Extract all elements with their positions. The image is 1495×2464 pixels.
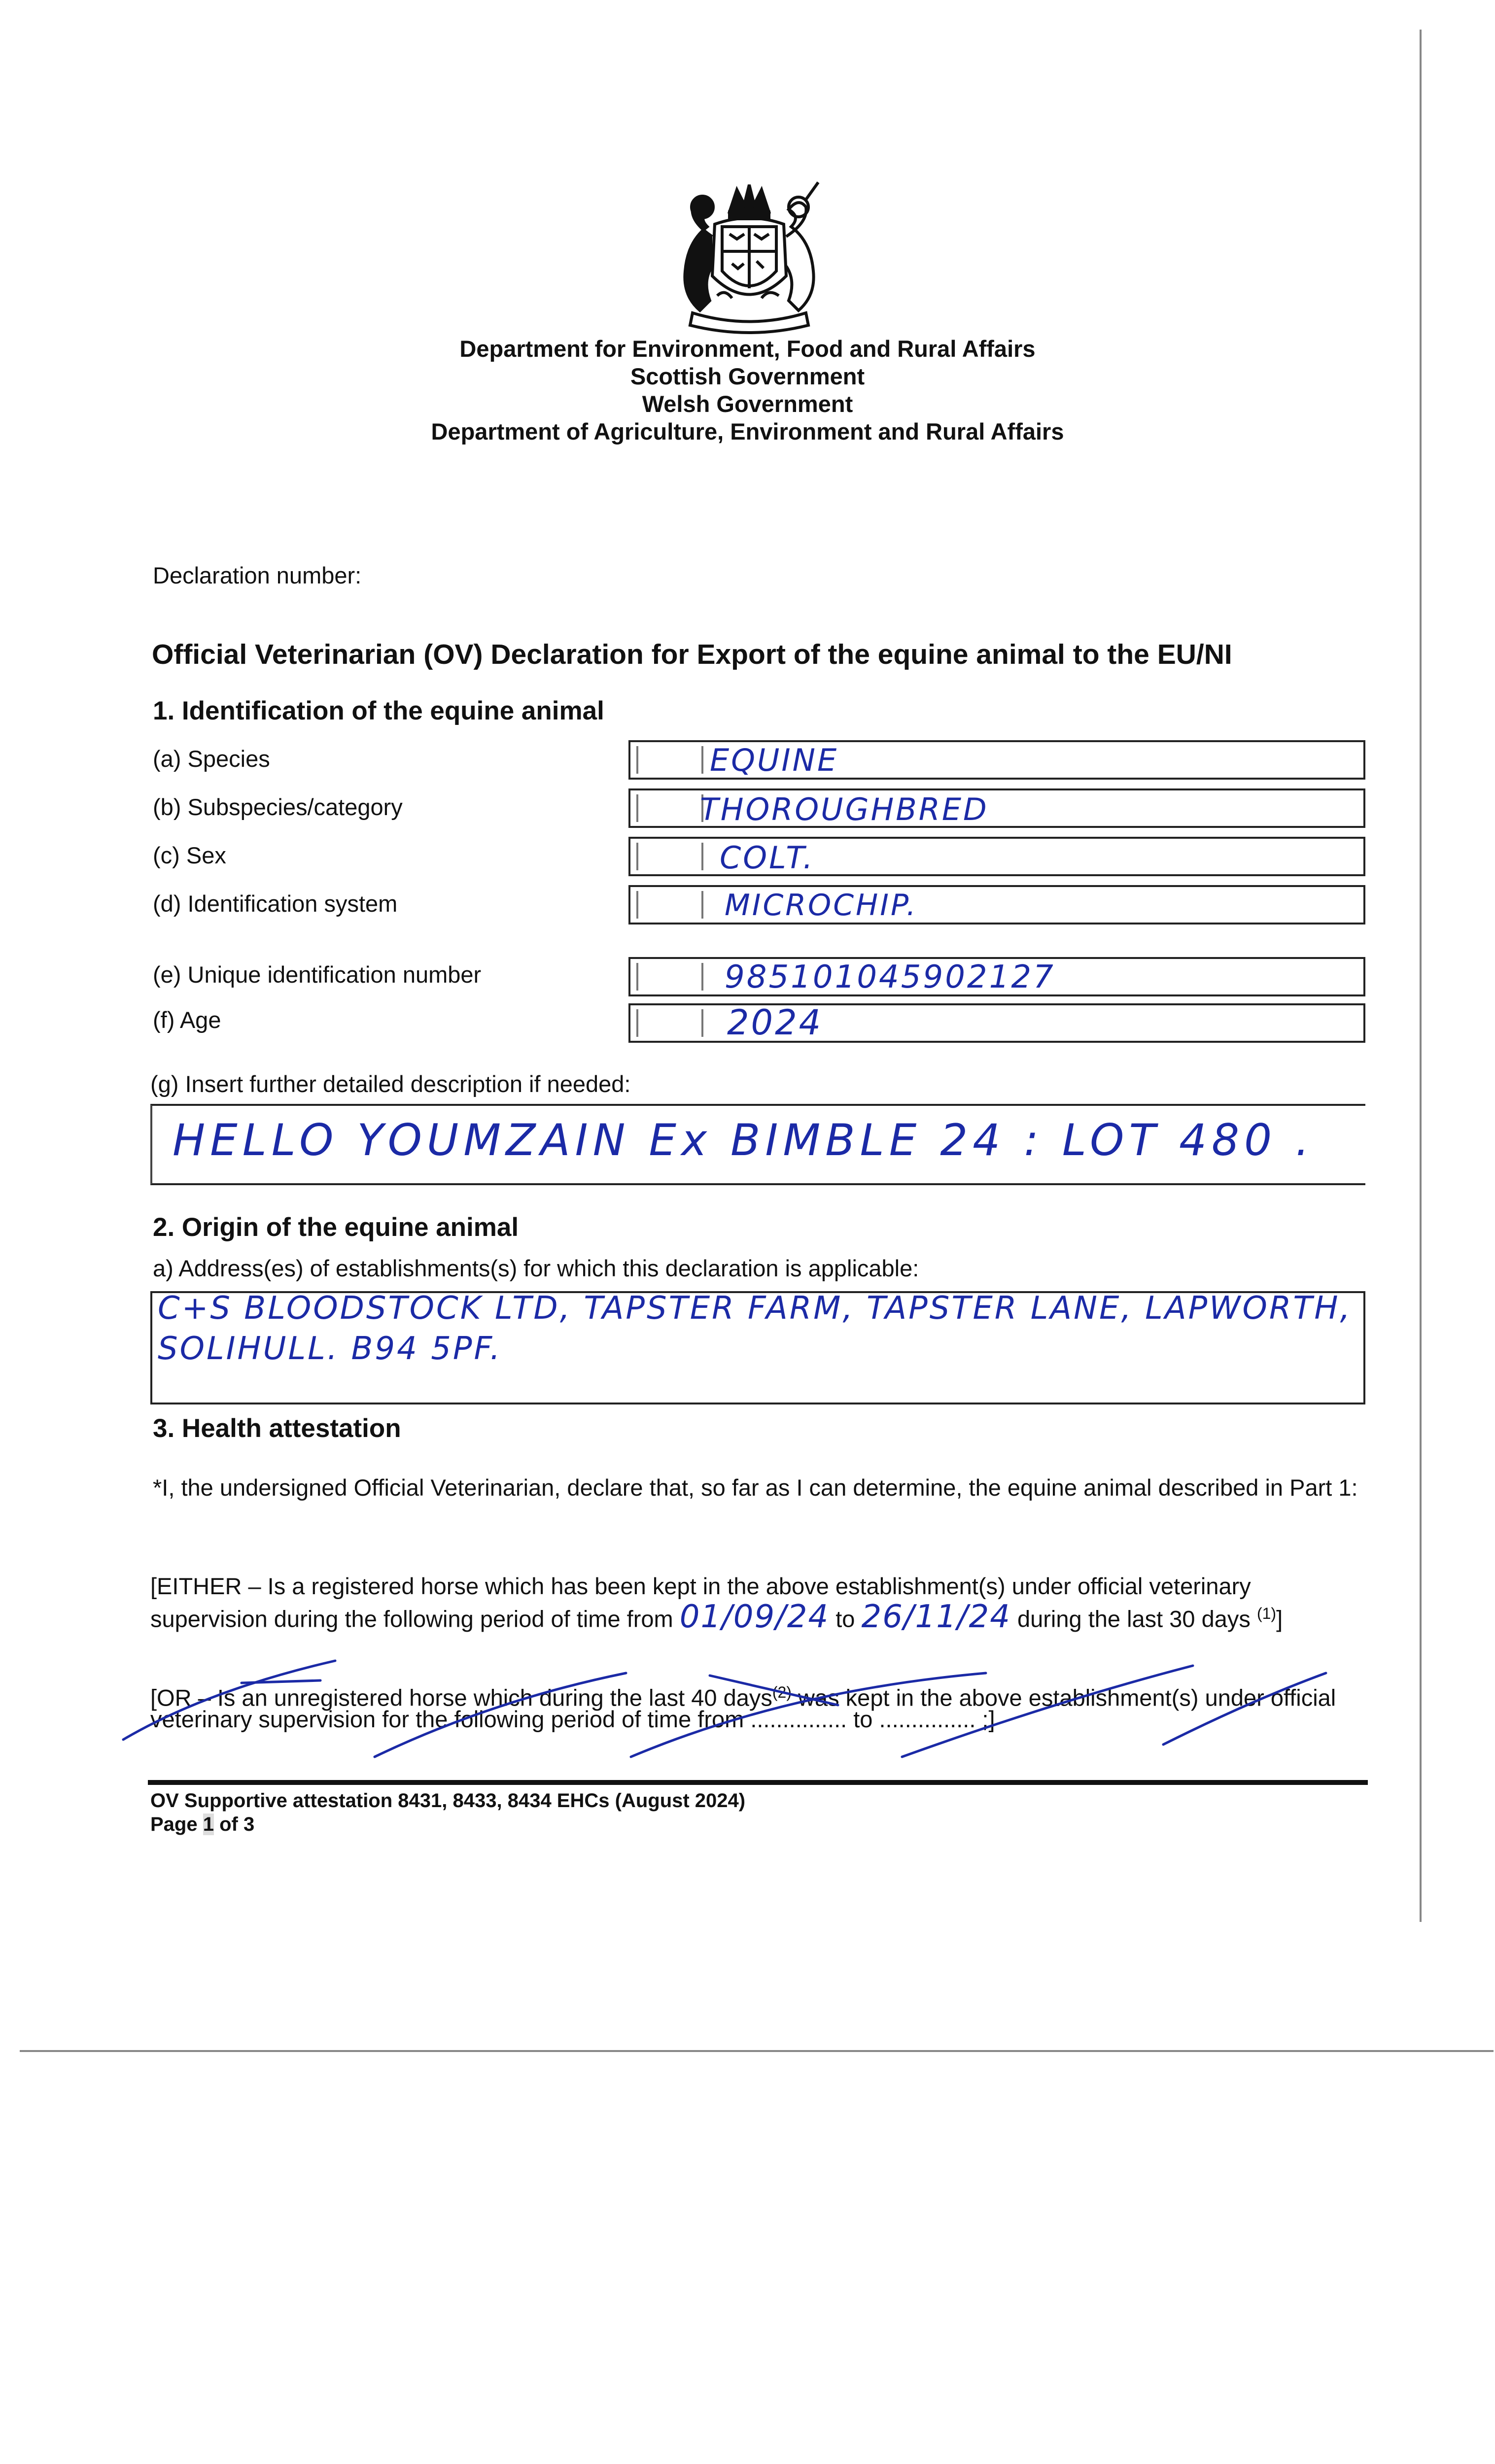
footer-divider <box>148 1780 1368 1785</box>
sex-label: (c) Sex <box>153 842 226 868</box>
subspecies-category-label: (b) Subspecies/category <box>153 794 403 820</box>
strikethrough-marks <box>0 1646 1495 1774</box>
page-middle: of <box>213 1814 243 1835</box>
either-footnote-ref: (1) <box>1256 1605 1277 1622</box>
either-clause-line-1: [EITHER – Is a registered horse which has been kept in the above establishment(s) under official veterinary <box>150 1573 1251 1599</box>
page-prefix: Page <box>150 1814 203 1835</box>
establishment-address-line-1: C+S BLOODSTOCK LTD, TAPSTER FARM, TAPSTER LANE, LAPWORTH, <box>158 1290 1352 1327</box>
either-clause-close: ] <box>1276 1606 1283 1632</box>
footer-page-number <box>150 1813 254 1836</box>
either-clause-line-2 <box>150 1599 1283 1634</box>
unique-identification-number-label: (e) Unique identification number <box>153 961 482 988</box>
age-label: (f) Age <box>153 1007 221 1033</box>
age-value: 2024 <box>727 1002 823 1043</box>
royal-coat-of-arms-icon <box>663 177 835 335</box>
or-clause-pre: [OR – Is an unregistered horse which during the last 40 days <box>150 1684 772 1711</box>
scan-edge-right <box>1420 30 1422 1922</box>
either-to-date: 26/11/24 <box>861 1598 1011 1635</box>
health-attestation-intro: *I, the undersigned Official Veterinarian, declare that, so far as I can determine, the equine animal described in Part 1: <box>153 1474 1358 1501</box>
either-clause-post: during the last 30 days <box>1017 1606 1251 1632</box>
further-description-label: (g) Insert further detailed description if needed: <box>150 1071 631 1097</box>
declaration-number-label: Declaration number: <box>153 562 362 588</box>
species-label: (a) Species <box>153 746 270 772</box>
or-footnote-ref: (2) <box>772 1683 792 1701</box>
establishment-address-label: a) Address(es) of establishments(s) for which this declaration is applicable: <box>153 1255 919 1281</box>
either-to-word: to <box>835 1606 855 1632</box>
section-1-heading: 1. Identification of the equine animal <box>153 696 604 725</box>
form-title: Official Veterinarian (OV) Declaration for Export of the equine animal to the EU/NI <box>152 639 1232 670</box>
department-name-welsh-government: Welsh Government <box>642 391 853 417</box>
establishment-address-line-2: SOLIHULL. B94 5PF. <box>158 1331 502 1367</box>
section-3-heading: 3. Health attestation <box>153 1414 401 1443</box>
department-name-daera: Department of Agriculture, Environment and Rural Affairs <box>431 418 1064 445</box>
department-name-defra: Department for Environment, Food and Rural Affairs <box>459 336 1036 362</box>
page-current: 1 <box>203 1814 214 1835</box>
further-description-value: HELLO YOUMZAIN Ex BIMBLE 24 : LOT 480 . <box>173 1115 1315 1165</box>
species-value: EQUINE <box>710 742 839 778</box>
identification-system-value: MICROCHIP. <box>725 888 918 923</box>
either-from-date: 01/09/24 <box>679 1598 830 1635</box>
identification-system-label: (d) Identification system <box>153 890 398 917</box>
department-name-scottish-government: Scottish Government <box>630 363 865 389</box>
sex-value: COLT. <box>720 840 815 876</box>
scan-edge-bottom <box>20 2050 1494 2052</box>
either-clause-pre: supervision during the following period of time from <box>150 1606 673 1632</box>
or-clause-line-2: veterinary supervision for the following period of time from ............... to ............... ;] <box>150 1706 995 1732</box>
subspecies-category-value: THOROUGHBRED <box>700 791 989 827</box>
or-clause-post: was kept in the above establishment(s) under official <box>798 1684 1336 1711</box>
unique-identification-number-value: 985101045902127 <box>725 959 1055 995</box>
page-total: 3 <box>243 1814 255 1835</box>
section-2-heading: 2. Origin of the equine animal <box>153 1213 519 1242</box>
footer-attestation-reference: OV Supportive attestation 8431, 8433, 8434 EHCs (August 2024) <box>150 1790 746 1812</box>
